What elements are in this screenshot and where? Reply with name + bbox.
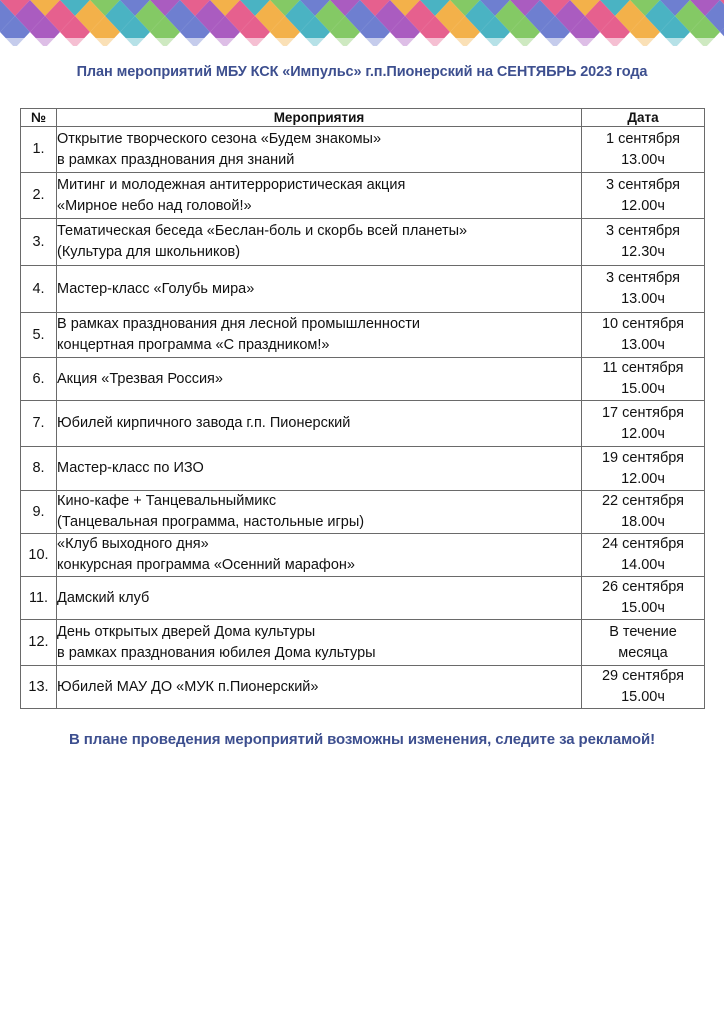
event-line: Открытие творческого сезона «Будем знакомы» xyxy=(57,130,382,147)
event-cell xyxy=(57,491,582,534)
row-number: 1. xyxy=(21,127,57,173)
table-row xyxy=(21,173,705,219)
event-line: (Танцевальная программа, настольные игры) xyxy=(57,514,365,530)
date-cell xyxy=(582,447,705,491)
event-line: Юбилей МАУ ДО «МУК п.Пионерский» xyxy=(57,678,319,695)
event-line: в рамках празднования юбилея Дома культуры xyxy=(57,644,376,661)
table-body xyxy=(21,127,705,709)
row-number: 6. xyxy=(21,358,57,401)
date-line: 11 сентября xyxy=(602,360,684,376)
decorative-border xyxy=(0,0,724,46)
event-cell xyxy=(57,127,582,173)
event-cell xyxy=(57,447,582,491)
row-number: 7. xyxy=(21,401,57,447)
event-cell xyxy=(57,620,582,666)
date-cell xyxy=(582,577,705,620)
table-row xyxy=(21,534,705,577)
date-cell xyxy=(582,620,705,666)
date-line: 3 сентября xyxy=(606,223,680,239)
date-line: 13.00ч xyxy=(621,291,665,307)
date-line: 26 сентября xyxy=(601,579,685,595)
event-cell xyxy=(57,173,582,219)
date-cell xyxy=(582,313,705,358)
row-number: 9. xyxy=(21,491,57,534)
row-number: 10. xyxy=(21,534,57,577)
date-line: 15.00ч xyxy=(621,689,665,705)
event-cell xyxy=(57,666,582,709)
date-line: 22 сентября xyxy=(601,493,685,509)
date-line: 15.00ч xyxy=(621,600,665,616)
date-line: 12.00ч xyxy=(621,425,665,442)
date-cell xyxy=(582,358,705,401)
date-cell xyxy=(582,173,705,219)
event-line: Мастер-класс по ИЗО xyxy=(57,460,204,476)
date-line: 15.00ч xyxy=(621,381,665,397)
event-line: (Культура для школьников) xyxy=(57,244,241,260)
date-line: 3 сентября xyxy=(606,270,680,286)
event-line: конкурсная программа «Осенний марафон» xyxy=(57,557,355,573)
date-line: 17 сентября xyxy=(601,404,685,421)
date-line: 14.00ч xyxy=(621,557,665,573)
row-number: 8. xyxy=(21,447,57,491)
events-table xyxy=(20,108,705,709)
event-line: в рамках празднования дня знаний xyxy=(57,151,295,168)
event-line: Митинг и молодежная антитеррористическая акция xyxy=(57,176,406,193)
row-number: 2. xyxy=(21,173,57,219)
event-cell xyxy=(57,358,582,401)
table-row xyxy=(21,127,705,173)
event-line: Юбилей кирпичного завода г.п. Пионерский xyxy=(57,415,351,431)
date-line: 13.00ч xyxy=(621,337,665,353)
row-number: 12. xyxy=(21,620,57,666)
date-line: 3 сентября xyxy=(606,176,680,193)
table-header-row xyxy=(21,109,705,127)
event-cell xyxy=(57,577,582,620)
event-line: Дамский клуб xyxy=(57,589,150,606)
date-line: 12.00ч xyxy=(621,470,665,487)
table-row xyxy=(21,219,705,266)
border-fade xyxy=(0,38,724,46)
table-row xyxy=(21,577,705,620)
header-number: № xyxy=(21,109,57,127)
date-line: 18.00ч xyxy=(621,514,665,530)
event-line: Тематическая беседа «Беслан-боль и скорбь всей планеты» xyxy=(57,223,468,239)
event-line: Акция «Трезвая Россия» xyxy=(57,370,223,387)
date-line: 12.00ч xyxy=(621,197,665,214)
row-number: 3. xyxy=(21,219,57,266)
table-row xyxy=(21,491,705,534)
table-row xyxy=(21,447,705,491)
date-cell xyxy=(582,266,705,313)
event-cell xyxy=(57,313,582,358)
date-cell xyxy=(582,127,705,173)
row-number: 5. xyxy=(21,313,57,358)
date-line: 29 сентября xyxy=(601,668,685,684)
date-cell xyxy=(582,491,705,534)
date-cell xyxy=(582,534,705,577)
table-row xyxy=(21,313,705,358)
date-line: 1 сентября xyxy=(606,130,680,147)
table-row xyxy=(21,401,705,447)
row-number: 4. xyxy=(21,266,57,313)
table-row xyxy=(21,620,705,666)
date-cell xyxy=(582,219,705,266)
header-event: Мероприятия xyxy=(57,109,582,127)
event-line: «Клуб выходного дня» xyxy=(57,536,209,552)
table-row xyxy=(21,266,705,313)
event-line: концертная программа «С праздником!» xyxy=(57,337,330,353)
date-line: месяца xyxy=(618,644,668,661)
date-line: 12.30ч xyxy=(621,244,665,260)
row-number: 11. xyxy=(21,577,57,620)
event-cell xyxy=(57,534,582,577)
footer-note: В плане проведения мероприятий возможны изменения, следите за рекламой! xyxy=(69,731,655,748)
date-cell xyxy=(582,666,705,709)
date-line: 13.00ч xyxy=(621,151,665,168)
date-line: 24 сентября xyxy=(601,536,685,552)
event-cell xyxy=(57,219,582,266)
date-line: 10 сентября xyxy=(601,316,685,332)
event-line: День открытых дверей Дома культуры xyxy=(57,623,316,640)
event-line: «Мирное небо над головой!» xyxy=(57,197,252,214)
event-line: Мастер-класс «Голубь мира» xyxy=(57,280,255,297)
date-cell xyxy=(582,401,705,447)
table-row xyxy=(21,666,705,709)
event-line: Кино-кафе + Танцевальныймикс xyxy=(57,493,277,509)
row-number: 13. xyxy=(21,666,57,709)
event-cell xyxy=(57,266,582,313)
date-line: 19 сентября xyxy=(601,449,685,466)
page-title: План мероприятий МБУ КСК «Импульс» г.п.Пионерский на СЕНТЯБРЬ 2023 года xyxy=(76,64,648,80)
header-date: Дата xyxy=(582,109,705,127)
event-line: В рамках празднования дня лесной промышленности xyxy=(57,316,420,332)
table-row xyxy=(21,358,705,401)
date-line: В течение xyxy=(609,623,677,640)
decorative-pattern xyxy=(0,0,724,46)
event-cell xyxy=(57,401,582,447)
